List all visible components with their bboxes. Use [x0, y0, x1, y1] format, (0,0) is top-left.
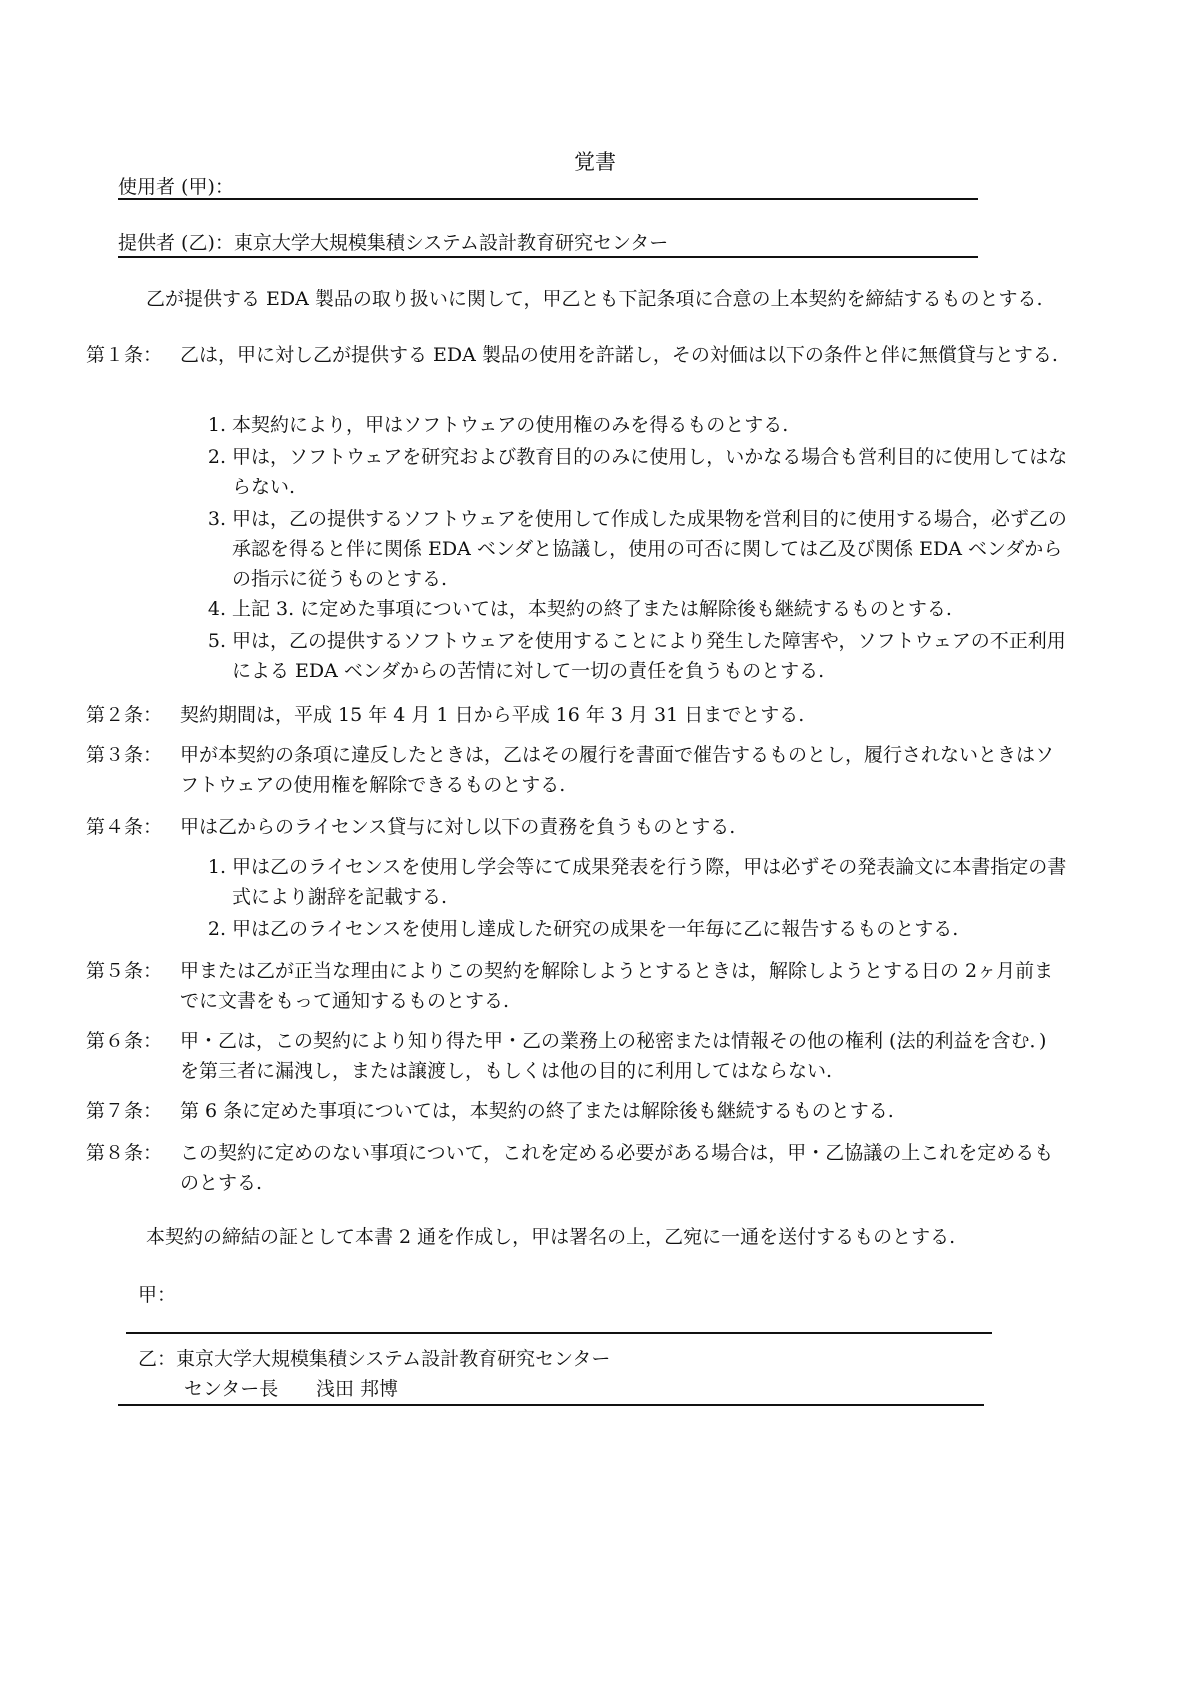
- article-1-item-4-text: 上記 3. に定めた事項については，本契約の終了または解除後も継続するものとする.: [232, 598, 952, 620]
- article-1-item-3-num: 3.: [207, 508, 226, 530]
- article-1-item-5-text: 甲は，乙の提供するソフトウェアを使用することにより発生した障害や，ソフトウェアの不正利用による EDA ベンダからの苦情に対して一切の責任を負うものとする.: [232, 630, 1066, 682]
- signature-ko-label: 甲：: [138, 1284, 177, 1306]
- article-5-label: 第５条：: [86, 960, 163, 982]
- article-1-item-1-num: 1.: [207, 414, 226, 436]
- intro-paragraph: 乙が提供する EDA 製品の取り扱いに関して，甲乙とも下記条項に合意の上本契約を締結するものとする.: [146, 288, 1043, 310]
- user-signature-line: [118, 198, 978, 200]
- article-1-text: 乙は，甲に対し乙が提供する EDA 製品の使用を許諾し，その対価は以下の条件と伴に無償貸与とする.: [180, 344, 1058, 366]
- article-3-label: 第３条：: [86, 744, 163, 766]
- closing-paragraph: 本契約の締結の証として本書 2 通を作成し，甲は署名の上，乙宛に一通を送付するものとする.: [146, 1226, 956, 1248]
- article-4-item-2-text: 甲は乙のライセンスを使用し達成した研究の成果を一年毎に乙に報告するものとする.: [232, 918, 959, 940]
- article-5-text: 甲または乙が正当な理由によりこの契約を解除しようとするときは，解除しようとする日の 2ヶ月前までに文書をもって通知するものとする.: [180, 960, 1054, 1012]
- provider-underline: [118, 256, 978, 258]
- article-7-label: 第７条：: [86, 1100, 163, 1122]
- article-1-label: 第１条：: [86, 344, 163, 366]
- article-8-text: この契約に定めのない事項について，これを定める必要がある場合は，甲・乙協議の上これを定めるものとする.: [180, 1142, 1054, 1194]
- article-4-label: 第４条：: [86, 816, 163, 838]
- article-7-text: 第 6 条に定めた事項については，本契約の終了または解除後も継続するものとする.: [180, 1100, 894, 1122]
- article-1-item-1-text: 本契約により，甲はソフトウェアの使用権のみを得るものとする.: [232, 414, 789, 436]
- signature-otsu-line: [118, 1404, 984, 1406]
- article-1-item-2-text: 甲は，ソフトウェアを研究および教育目的のみに使用し，いかなる場合も営利目的に使用してはならない.: [232, 446, 1068, 498]
- signature-ko-line: [126, 1332, 992, 1334]
- article-3-text: 甲が本契約の条項に違反したときは，乙はその履行を書面で催告するものとし，履行されないときはソフトウェアの使用権を解除できるものとする.: [180, 744, 1055, 796]
- signature-otsu-title: センター長: [184, 1378, 279, 1400]
- article-8-label: 第８条：: [86, 1142, 163, 1164]
- article-2-text: 契約期間は，平成 15 年 4 月 1 日から平成 16 年 3 月 31 日までとする.: [180, 704, 805, 726]
- article-1-item-5-num: 5.: [207, 630, 226, 652]
- user-label: 使用者 (甲)：: [118, 176, 234, 198]
- signature-otsu-org: 乙：東京大学大規模集積システム設計教育研究センター: [138, 1348, 611, 1370]
- signature-otsu-name: 浅田 邦博: [316, 1378, 399, 1400]
- article-2-label: 第２条：: [86, 704, 163, 726]
- article-1-item-4-num: 4.: [207, 598, 226, 620]
- article-6-label: 第６条：: [86, 1030, 163, 1052]
- provider-label: 提供者 (乙)：東京大学大規模集積システム設計教育研究センター: [118, 232, 669, 254]
- document-title: 覚書: [574, 150, 616, 174]
- article-4-item-1-num: 1.: [207, 856, 226, 878]
- article-1-item-2-num: 2.: [207, 446, 226, 468]
- article-4-item-1-text: 甲は乙のライセンスを使用し学会等にて成果発表を行う際，甲は必ずその発表論文に本書指定の書式により謝辞を記載する.: [232, 856, 1067, 908]
- article-4-text: 甲は乙からのライセンス貸与に対し以下の責務を負うものとする.: [180, 816, 736, 838]
- article-6-text: 甲・乙は，この契約により知り得た甲・乙の業務上の秘密または情報その他の権利 (法的利益を含む．) を第三者に漏洩し，または譲渡し，もしくは他の目的に利用してはならない.: [180, 1030, 1047, 1082]
- article-4-item-2-num: 2.: [207, 918, 226, 940]
- article-1-item-3-text: 甲は，乙の提供するソフトウェアを使用して作成した成果物を営利目的に使用する場合，必ず乙の承認を得ると伴に関係 EDA ベンダと協議し，使用の可否に関しては乙及び関係 EDA ベンダからの指示に従うものとする.: [232, 508, 1067, 590]
